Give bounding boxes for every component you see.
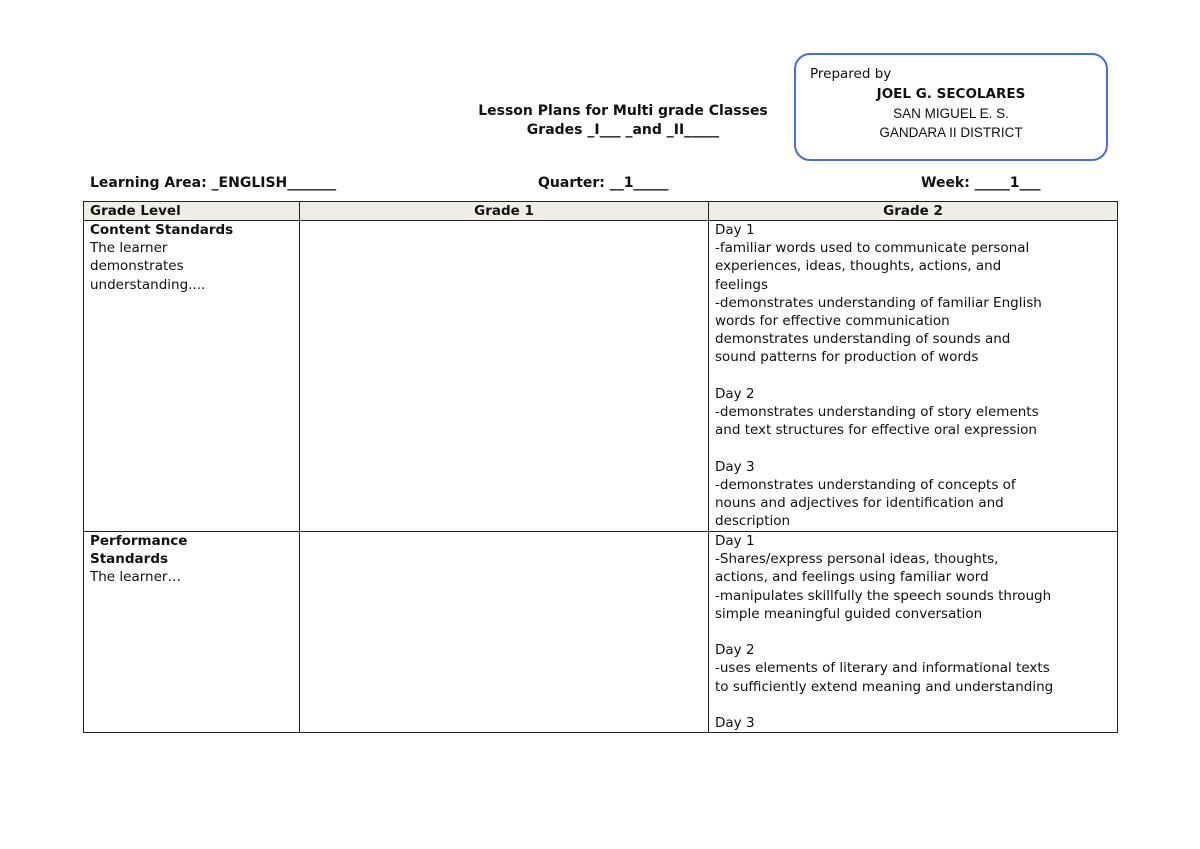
content-standards-label-cell <box>84 221 300 532</box>
header-grade-level: Grade Level <box>84 202 300 221</box>
header-grade-2: Grade 2 <box>709 202 1118 221</box>
text-line: actions, and feelings using familiar word <box>715 569 989 586</box>
text-line: -demonstrates understanding of story elements <box>715 404 1039 421</box>
day-2-title: Day 2 <box>715 385 755 402</box>
text-line: -demonstrates understanding of familiar English <box>715 294 1042 311</box>
preparer-name: JOEL G. SECOLARES <box>876 86 1026 102</box>
day-3-title: Day 3 <box>715 458 755 475</box>
text-line: simple meaningful guided conversation <box>715 605 983 622</box>
text-line: to sufficiently extend meaning and understanding <box>715 678 1054 695</box>
text-line: description <box>715 513 791 530</box>
day-2-title: Day 2 <box>715 642 755 659</box>
day-3-title: Day 3 <box>715 715 755 731</box>
label-line: understanding.... <box>90 276 206 293</box>
content-standards-grade-1-cell <box>300 221 709 532</box>
text-line: -manipulates skillfully the speech sounds through <box>715 587 1052 604</box>
spacer <box>715 367 1111 385</box>
title-line-1: Lesson Plans for Multi grade Classes <box>478 103 768 119</box>
table-row-content-standards <box>84 221 1118 532</box>
prepared-by-box <box>794 53 1108 161</box>
performance-standards-label-cell <box>84 532 300 733</box>
content-standards-grade-2-cell <box>709 221 1118 532</box>
preparer-district: GANDARA II DISTRICT <box>879 125 1023 140</box>
text-line: words for effective communication <box>715 313 950 330</box>
week-field: Week: _____1___ <box>921 175 1041 191</box>
performance-standards-heading-2: Standards <box>90 551 169 568</box>
label-line: demonstrates <box>90 258 184 275</box>
performance-standards-heading-1: Performance <box>90 533 188 549</box>
text-line: -uses elements of literary and informational texts <box>715 660 1050 677</box>
text-line: -familiar words used to communicate personal <box>715 240 1030 257</box>
preparer-school: SAN MIGUEL E. S. <box>893 106 1009 121</box>
performance-standards-grade-1-cell <box>300 532 709 733</box>
title-line-2: Grades _I___ _and _II_____ <box>526 122 720 138</box>
learning-area-field: Learning Area: _ENGLISH_______ <box>90 175 337 191</box>
spacer <box>715 696 1111 714</box>
text-line: sound patterns for production of words <box>715 349 979 366</box>
table-header-row <box>84 202 1118 221</box>
spacer <box>715 439 1111 457</box>
performance-standards-grade-2-cell <box>709 532 1118 733</box>
text-line: feelings <box>715 276 769 293</box>
text-line: nouns and adjectives for identification and <box>715 495 1004 512</box>
document-title <box>440 102 806 140</box>
day-1-title: Day 1 <box>715 222 755 238</box>
header-grade-1: Grade 1 <box>300 202 709 221</box>
text-line: -demonstrates understanding of concepts of <box>715 476 1016 493</box>
text-line: and text structures for effective oral expression <box>715 422 1037 439</box>
label-line: The learner… <box>90 569 181 586</box>
content-standards-heading: Content Standards <box>90 222 234 238</box>
text-line: experiences, ideas, thoughts, actions, and <box>715 258 1002 275</box>
text-line: demonstrates understanding of sounds and <box>715 331 1011 348</box>
prepared-by-label: Prepared by <box>810 66 892 82</box>
day-1-title: Day 1 <box>715 533 755 549</box>
spacer <box>715 623 1111 641</box>
label-line: The learner <box>90 240 168 257</box>
quarter-field: Quarter: __1_____ <box>538 175 669 191</box>
text-line: -Shares/express personal ideas, thoughts, <box>715 551 999 568</box>
lesson-plan-table <box>83 201 1118 733</box>
table-row-performance-standards <box>84 532 1118 733</box>
